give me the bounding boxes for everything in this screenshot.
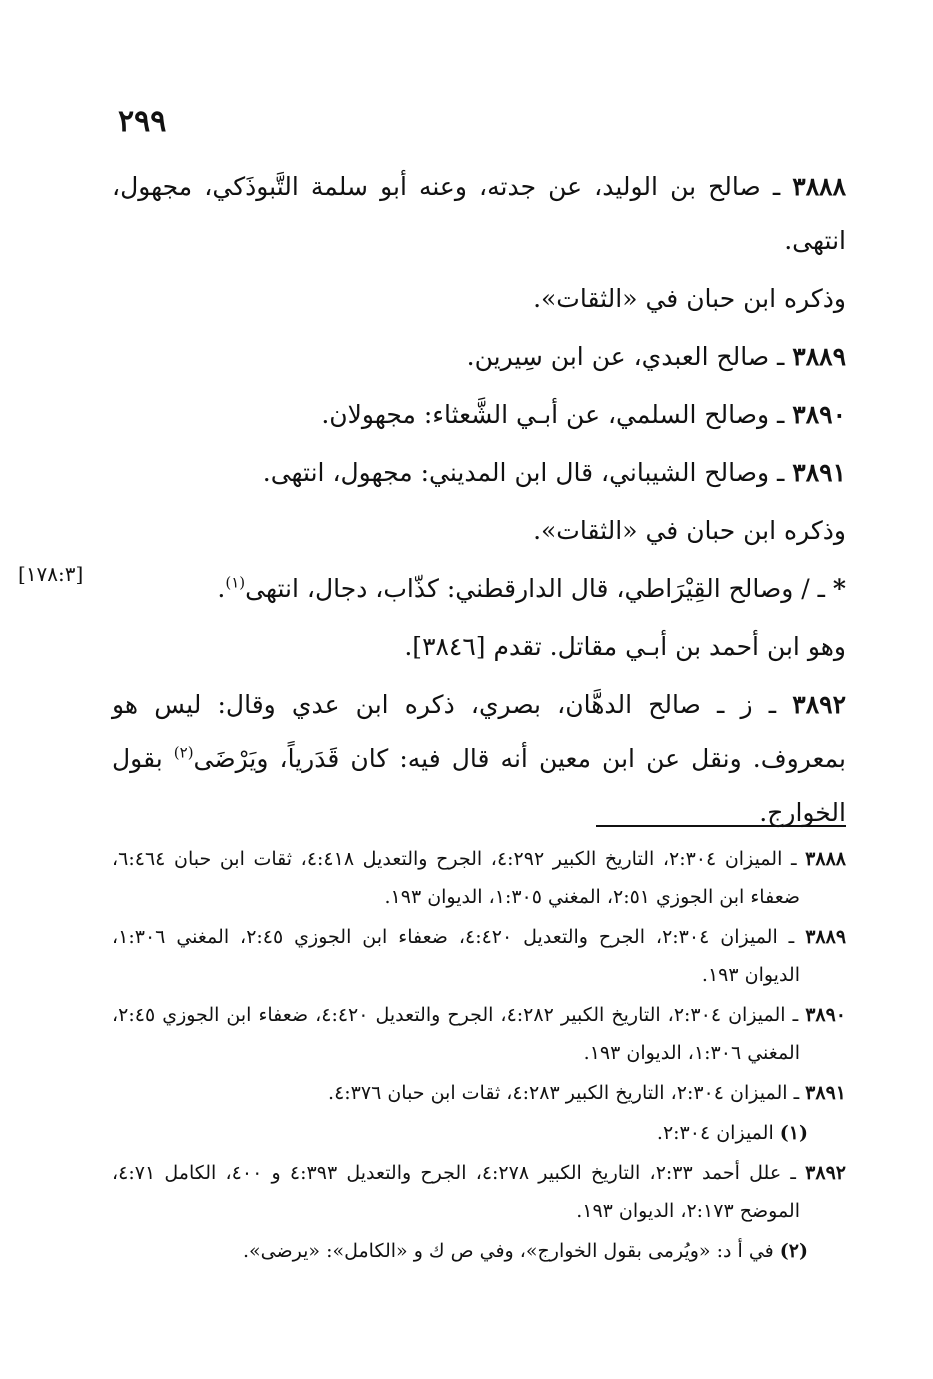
note-text: في أ د: «ويُرمى بقول الخوارج»، وفي ص ك و «الكامل»: «يرضى».	[243, 1240, 780, 1262]
footnote-2	[112, 1232, 846, 1270]
entry-text: ـ صالح بن الوليد، عن جدته، وعنه أبو سلمة التَّبوذَكي، مجهول، انتهى.	[112, 172, 846, 255]
note-3890	[112, 996, 846, 1072]
entry-text: ـ / وصالح القِيْرَاطي، قال الدارقطني: كذّاب، دجال، انتهى	[245, 574, 833, 603]
note-number: ٣٨٨٩	[805, 926, 847, 948]
entry-text: ـ وصالح الشيباني، قال ابن المديني: مجهول، انتهى.	[262, 458, 793, 487]
note-number: ٣٨٨٨	[805, 848, 846, 870]
entry-note	[112, 504, 846, 558]
entry-text: ـ ز ـ صالح الدهَّان، بصري، ذكره ابن عدي وقال: ليس هو بمعروف. ونقل عن ابن معين أنه قال فيه: كان قَدَرياً، ويَرْضَى	[112, 690, 846, 773]
entry-text: ـ صالح العبدي، عن ابن سِيرين.	[466, 342, 793, 371]
entry-3888	[112, 160, 846, 268]
note-text: ـ الميزان ٢:٣٠٤، التاريخ الكبير ٤:٢٩٢، الجرح والتعديل ٤:٤١٨، ثقات ابن حبان ٦:٤٦٤، ضعفاء ابن الجوزي ٢:٥١، المغني ١:٣٠٥، الديوان ١٩٣.	[112, 848, 806, 908]
entry-3892	[112, 678, 846, 840]
entry-number: ٣٨٩٢	[792, 690, 846, 719]
note-number: ٣٨٩٢	[805, 1162, 846, 1184]
entry-number: ٣٨٨٩	[792, 342, 846, 371]
entry-number: ٣٨٩٠	[792, 400, 846, 429]
note-3892	[112, 1154, 846, 1230]
margin-reference: [١٧٨:٣]	[18, 562, 84, 586]
note-text: ـ الميزان ٢:٣٠٤، الجرح والتعديل ٤:٤٢٠، ضعفاء ابن الجوزي ٢:٤٥، المغني ١:٣٠٦، الديوان ١٩٣.	[112, 926, 806, 986]
entry-number: ٣٨٩١	[792, 458, 846, 487]
note-text: ـ علل أحمد ٢:٣٣، التاريخ الكبير ٤:٢٧٨، الجرح والتعديل ٤:٣٩٣ و ٤٠٠، الكامل ٤:٧١، الموضح ٢:١٧٣، الديوان ١٩٣.	[112, 1162, 806, 1222]
page-number: ٢٩٩	[118, 104, 167, 139]
footnote-divider	[596, 825, 846, 827]
note-3889	[112, 918, 846, 994]
note-text: ـ الميزان ٢:٣٠٤، التاريخ الكبير ٤:٢٨٢، الجرح والتعديل ٤:٤٢٠، ضعفاء ابن الجوزي ٢:٤٥، المغني ١:٣٠٦، الديوان ١٩٣.	[112, 1004, 806, 1064]
note-number: ٣٨٩٠	[805, 1004, 847, 1026]
footnotes	[112, 840, 846, 1272]
footnote-1	[112, 1114, 846, 1152]
note-text: الميزان ٢:٣٠٤.	[656, 1122, 780, 1144]
note-number: ٣٨٩١	[805, 1082, 846, 1104]
entry-3891	[112, 446, 846, 500]
entry-text: وذكره ابن حبان في «الثقات».	[533, 516, 846, 545]
note-3891	[112, 1074, 846, 1112]
footnote-number: (١)	[779, 1122, 808, 1144]
footnote-marker: (١)	[225, 573, 246, 592]
main-text	[112, 160, 846, 844]
note-3888	[112, 840, 846, 916]
entry-text: ـ وصالح السلمي، عن أبـي الشَّعثاء: مجهولان.	[321, 400, 793, 429]
footnote-number: (٢)	[779, 1240, 808, 1262]
entry-number: ٣٨٨٨	[792, 172, 846, 201]
entry-note	[112, 620, 846, 674]
footnote-marker: (٢)	[173, 743, 194, 762]
entry-text-tail: بقول الخوارج.	[112, 744, 846, 827]
entry-qirati	[112, 562, 846, 616]
entry-asterisk: *	[832, 574, 846, 603]
entry-3889	[112, 330, 846, 384]
entry-3890	[112, 388, 846, 442]
entry-text: وذكره ابن حبان في «الثقات».	[533, 284, 846, 313]
note-text: ـ الميزان ٢:٣٠٤، التاريخ الكبير ٤:٢٨٣، ثقات ابن حبان ٤:٣٧٦.	[328, 1082, 806, 1104]
entry-text: وهو ابن أحمد بن أبـي مقاتل. تقدم [٣٨٤٦].	[404, 632, 846, 661]
entry-text-tail: .	[217, 574, 226, 603]
entry-note	[112, 272, 846, 326]
